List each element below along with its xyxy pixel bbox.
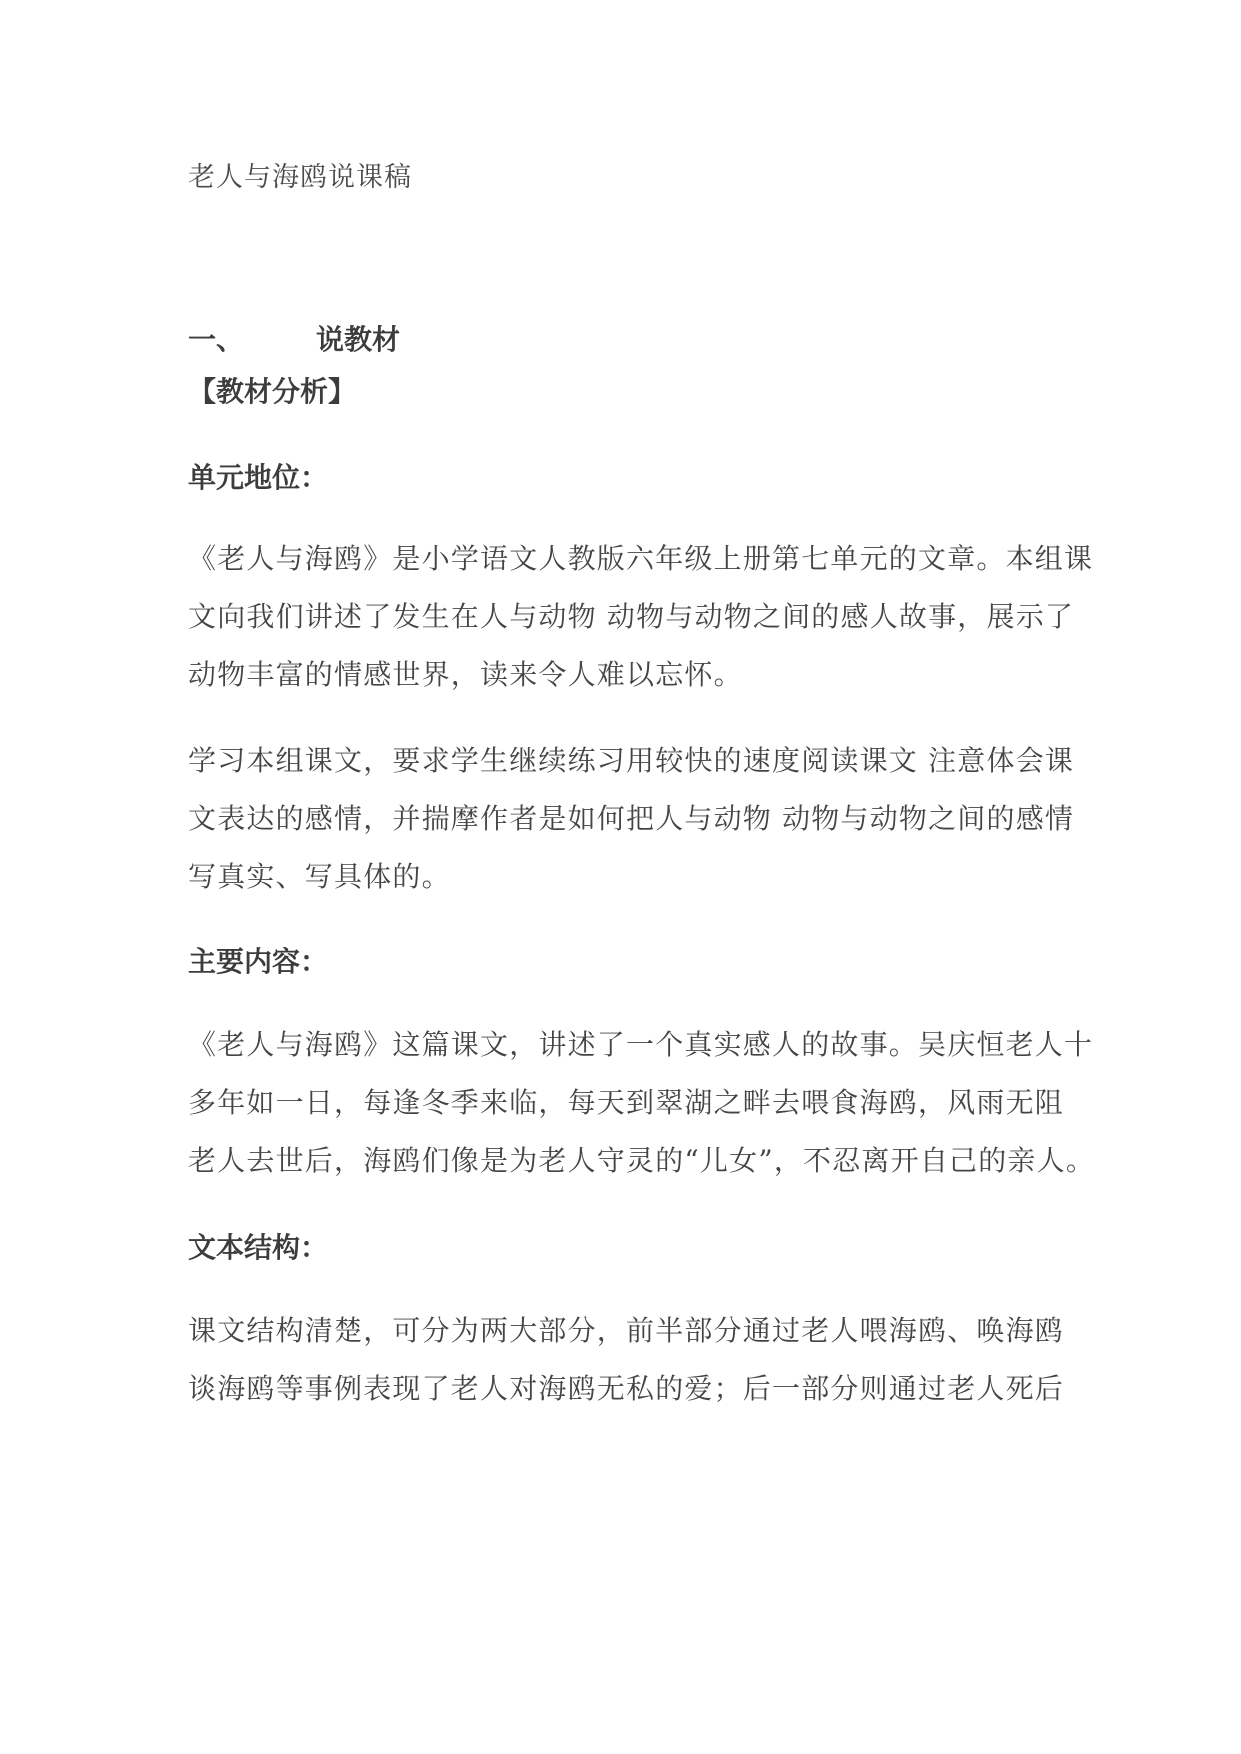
- paragraph-line: 《老人与海鸥》这篇课文，讲述了一个真实感人的故事。吴庆恒老人十: [188, 1028, 1094, 1061]
- paragraph-line: 学习本组课文，要求学生继续练习用较快的速度阅读课文 注意体会课: [188, 744, 1075, 777]
- paragraph-line: 文表达的感情，并揣摩作者是如何把人与动物 动物与动物之间的感情: [188, 802, 1075, 835]
- text-structure-heading: 文本结构：: [188, 1231, 329, 1264]
- section-heading-1: [188, 322, 400, 358]
- section-label: 说教材: [316, 323, 401, 356]
- unit-position-heading: 单元地位：: [188, 461, 329, 494]
- unit-position-paragraph-1: [188, 530, 1094, 704]
- analysis-heading: 【教材分析】: [188, 375, 357, 408]
- main-content-paragraph: [188, 1016, 1096, 1190]
- document-title: 老人与海鸥说课稿: [188, 162, 412, 193]
- unit-position-paragraph-2: [188, 732, 1078, 906]
- paragraph-line: 《老人与海鸥》是小学语文人教版六年级上册第七单元的文章。本组课: [188, 542, 1094, 575]
- main-content-heading: 主要内容：: [188, 945, 329, 978]
- paragraph-line: 谈海鸥等事例表现了老人对海鸥无私的爱；后一部分则通过老人死后: [188, 1372, 1065, 1405]
- text-structure-paragraph: [188, 1302, 1078, 1418]
- paragraph-line: 动物丰富的情感世界，读来令人难以忘怀。: [188, 658, 743, 691]
- paragraph-line: 课文结构清楚，可分为两大部分，前半部分通过老人喂海鸥、唤海鸥: [188, 1314, 1065, 1347]
- paragraph-line: 老人去世后，海鸥们像是为老人守灵的“儿女”，不忍离开自己的亲人。: [188, 1144, 1096, 1177]
- paragraph-line: 文向我们讲述了发生在人与动物 动物与动物之间的感人故事，展示了: [188, 600, 1075, 633]
- paragraph-line: 写真实、写具体的。: [188, 860, 451, 893]
- paragraph-line: 多年如一日，每逢冬季来临，每天到翠湖之畔去喂食海鸥，风雨无阻: [188, 1086, 1065, 1119]
- section-number: 一、: [188, 323, 245, 356]
